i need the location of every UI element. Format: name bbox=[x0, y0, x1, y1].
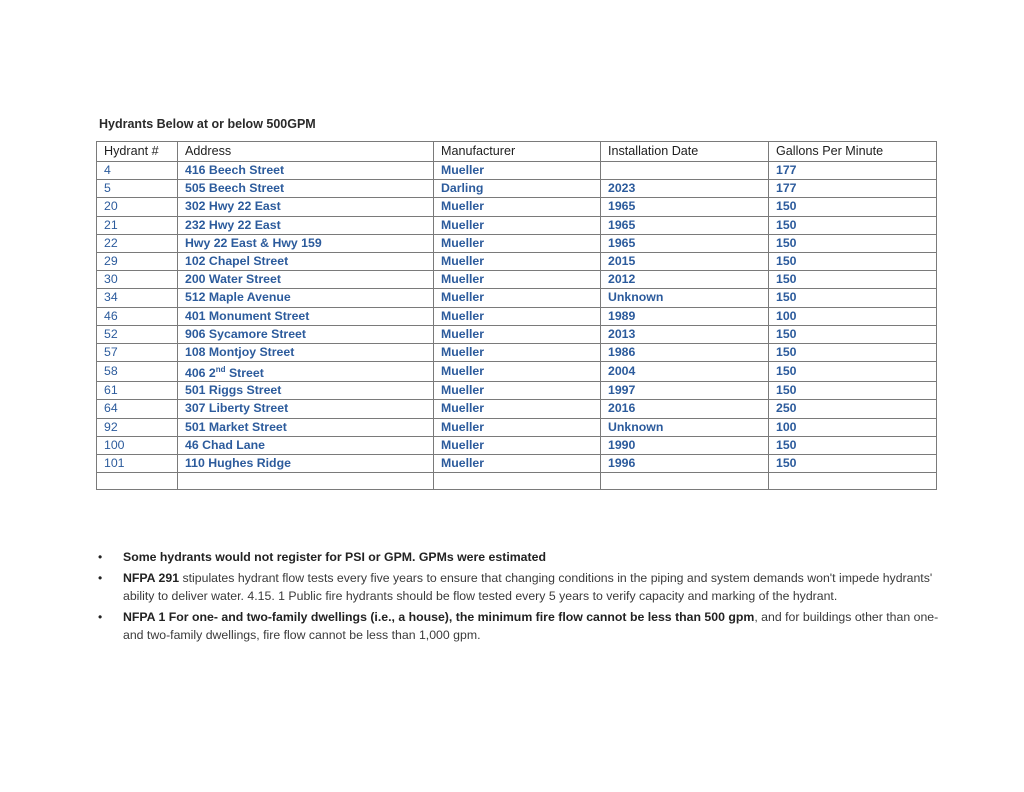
cell-installation-date: 1989 bbox=[601, 307, 769, 325]
table-header-row bbox=[97, 142, 937, 162]
table-row bbox=[97, 162, 937, 180]
table-row bbox=[97, 473, 937, 490]
cell-gallons-per-minute: 150 bbox=[769, 216, 937, 234]
cell-hydrant-number: 29 bbox=[97, 252, 178, 270]
cell-hydrant-number: 34 bbox=[97, 289, 178, 307]
cell-installation-date: 2016 bbox=[601, 400, 769, 418]
cell-address: 416 Beech Street bbox=[178, 162, 434, 180]
cell-gallons-per-minute: 150 bbox=[769, 343, 937, 361]
table-row bbox=[97, 289, 937, 307]
cell-manufacturer: Mueller bbox=[434, 382, 601, 400]
table-row bbox=[97, 418, 937, 436]
cell-manufacturer: Darling bbox=[434, 180, 601, 198]
document-title: Hydrants Below at or below 500GPM bbox=[99, 117, 316, 131]
table-row bbox=[97, 216, 937, 234]
cell-address: 505 Beech Street bbox=[178, 180, 434, 198]
note-bold-text: NFPA 1 For one- and two-family dwellings (i.e., a house), the minimum fire flow cannot be less than 500 gpm bbox=[123, 609, 755, 624]
cell-hydrant-number: 100 bbox=[97, 436, 178, 454]
table-row bbox=[97, 234, 937, 252]
note-bold-text: Some hydrants would not register for PSI or GPM. GPMs were estimated bbox=[123, 550, 546, 564]
notes-list bbox=[96, 548, 946, 647]
table-row bbox=[97, 271, 937, 289]
cell-hydrant-number: 5 bbox=[97, 180, 178, 198]
cell-manufacturer: Mueller bbox=[434, 400, 601, 418]
table-row bbox=[97, 252, 937, 270]
cell-installation-date: 2015 bbox=[601, 252, 769, 270]
table-row bbox=[97, 307, 937, 325]
header-manufacturer: Manufacturer bbox=[434, 142, 601, 162]
cell-hydrant-number: 4 bbox=[97, 162, 178, 180]
cell-hydrant-number: 30 bbox=[97, 271, 178, 289]
cell-manufacturer: Mueller bbox=[434, 362, 601, 382]
cell-hydrant-number bbox=[97, 473, 178, 490]
cell-address: 307 Liberty Street bbox=[178, 400, 434, 418]
cell-manufacturer: Mueller bbox=[434, 162, 601, 180]
cell-address: 501 Market Street bbox=[178, 418, 434, 436]
cell-hydrant-number: 57 bbox=[97, 343, 178, 361]
cell-installation-date: 1965 bbox=[601, 234, 769, 252]
cell-gallons-per-minute: 177 bbox=[769, 180, 937, 198]
cell-manufacturer: Mueller bbox=[434, 307, 601, 325]
cell-gallons-per-minute: 150 bbox=[769, 252, 937, 270]
cell-address: 108 Montjoy Street bbox=[178, 343, 434, 361]
cell-gallons-per-minute: 150 bbox=[769, 289, 937, 307]
cell-gallons-per-minute: 150 bbox=[769, 362, 937, 382]
note-item bbox=[96, 548, 946, 567]
cell-address bbox=[178, 473, 434, 490]
cell-hydrant-number: 64 bbox=[97, 400, 178, 418]
cell-installation-date bbox=[601, 473, 769, 490]
hydrant-table bbox=[96, 141, 937, 490]
cell-hydrant-number: 61 bbox=[97, 382, 178, 400]
cell-manufacturer: Mueller bbox=[434, 216, 601, 234]
cell-gallons-per-minute: 100 bbox=[769, 418, 937, 436]
cell-gallons-per-minute: 177 bbox=[769, 162, 937, 180]
cell-address: 401 Monument Street bbox=[178, 307, 434, 325]
cell-gallons-per-minute: 150 bbox=[769, 454, 937, 472]
cell-hydrant-number: 46 bbox=[97, 307, 178, 325]
table-row bbox=[97, 198, 937, 216]
cell-installation-date: 2004 bbox=[601, 362, 769, 382]
cell-installation-date: 2013 bbox=[601, 325, 769, 343]
cell-address: 906 Sycamore Street bbox=[178, 325, 434, 343]
cell-address: 110 Hughes Ridge bbox=[178, 454, 434, 472]
cell-gallons-per-minute: 150 bbox=[769, 198, 937, 216]
cell-manufacturer: Mueller bbox=[434, 289, 601, 307]
cell-installation-date: Unknown bbox=[601, 289, 769, 307]
cell-address: 406 2nd Street bbox=[178, 362, 434, 382]
cell-hydrant-number: 101 bbox=[97, 454, 178, 472]
note-bold-text: NFPA 291 bbox=[123, 570, 180, 585]
cell-installation-date: 2012 bbox=[601, 271, 769, 289]
cell-address: 302 Hwy 22 East bbox=[178, 198, 434, 216]
table-row bbox=[97, 436, 937, 454]
cell-manufacturer: Mueller bbox=[434, 252, 601, 270]
cell-manufacturer bbox=[434, 473, 601, 490]
cell-gallons-per-minute: 250 bbox=[769, 400, 937, 418]
cell-manufacturer: Mueller bbox=[434, 198, 601, 216]
cell-gallons-per-minute: 100 bbox=[769, 307, 937, 325]
cell-address: 232 Hwy 22 East bbox=[178, 216, 434, 234]
header-gallons-per-minute: Gallons Per Minute bbox=[769, 142, 937, 162]
bullet-icon: • bbox=[98, 570, 103, 585]
bullet-icon: • bbox=[98, 550, 103, 564]
cell-gallons-per-minute: 150 bbox=[769, 382, 937, 400]
cell-installation-date: 1996 bbox=[601, 454, 769, 472]
header-hydrant-number: Hydrant # bbox=[97, 142, 178, 162]
cell-manufacturer: Mueller bbox=[434, 436, 601, 454]
cell-gallons-per-minute bbox=[769, 473, 937, 490]
cell-installation-date: 1997 bbox=[601, 382, 769, 400]
cell-address: 46 Chad Lane bbox=[178, 436, 434, 454]
note-text: stipulates hydrant flow tests every five years to ensure that changing conditions in the piping and system demands won't impede hydrants' ability to deliver water. 4.15. 1 Public fire hydrants should be flow tested every 5 years to verify capacity and marking of the hydrant. bbox=[123, 570, 933, 603]
cell-manufacturer: Mueller bbox=[434, 454, 601, 472]
cell-gallons-per-minute: 150 bbox=[769, 436, 937, 454]
note-item bbox=[96, 608, 946, 645]
cell-gallons-per-minute: 150 bbox=[769, 271, 937, 289]
cell-address: 512 Maple Avenue bbox=[178, 289, 434, 307]
cell-installation-date: 1990 bbox=[601, 436, 769, 454]
cell-address: 102 Chapel Street bbox=[178, 252, 434, 270]
cell-gallons-per-minute: 150 bbox=[769, 234, 937, 252]
cell-hydrant-number: 92 bbox=[97, 418, 178, 436]
cell-installation-date: 1986 bbox=[601, 343, 769, 361]
table-row bbox=[97, 325, 937, 343]
header-address: Address bbox=[178, 142, 434, 162]
cell-hydrant-number: 22 bbox=[97, 234, 178, 252]
table-row bbox=[97, 400, 937, 418]
cell-gallons-per-minute: 150 bbox=[769, 325, 937, 343]
cell-hydrant-number: 21 bbox=[97, 216, 178, 234]
cell-manufacturer: Mueller bbox=[434, 271, 601, 289]
cell-manufacturer: Mueller bbox=[434, 418, 601, 436]
cell-manufacturer: Mueller bbox=[434, 325, 601, 343]
table-row bbox=[97, 343, 937, 361]
cell-address: 501 Riggs Street bbox=[178, 382, 434, 400]
cell-hydrant-number: 20 bbox=[97, 198, 178, 216]
cell-address: Hwy 22 East & Hwy 159 bbox=[178, 234, 434, 252]
cell-hydrant-number: 58 bbox=[97, 362, 178, 382]
cell-installation-date bbox=[601, 162, 769, 180]
cell-installation-date: Unknown bbox=[601, 418, 769, 436]
table-row bbox=[97, 180, 937, 198]
cell-installation-date: 1965 bbox=[601, 198, 769, 216]
table-body bbox=[97, 162, 937, 490]
table-row bbox=[97, 382, 937, 400]
note-item bbox=[96, 569, 946, 606]
table-row bbox=[97, 362, 937, 382]
cell-manufacturer: Mueller bbox=[434, 343, 601, 361]
table-row bbox=[97, 454, 937, 472]
cell-installation-date: 1965 bbox=[601, 216, 769, 234]
cell-hydrant-number: 52 bbox=[97, 325, 178, 343]
cell-address: 200 Water Street bbox=[178, 271, 434, 289]
note-text: , and for buildings other than one- and two-family dwellings, fire flow cannot be less than 1,000 gpm. bbox=[123, 609, 939, 642]
header-installation-date: Installation Date bbox=[601, 142, 769, 162]
bullet-icon: • bbox=[98, 609, 103, 624]
cell-installation-date: 2023 bbox=[601, 180, 769, 198]
cell-manufacturer: Mueller bbox=[434, 234, 601, 252]
